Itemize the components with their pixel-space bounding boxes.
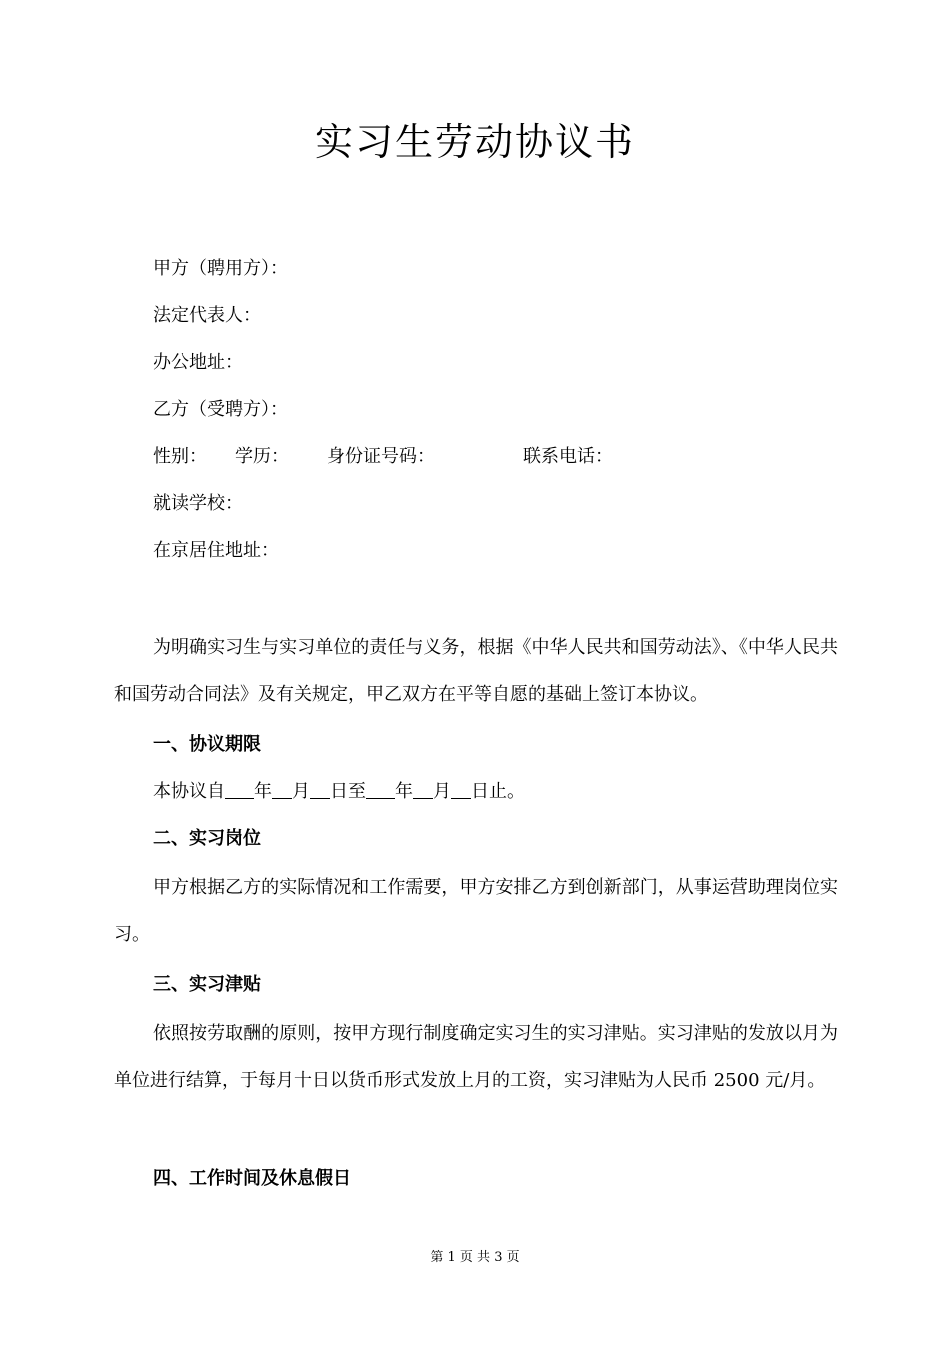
term-year-2: 年 [395,781,413,802]
education-label: 学历： [235,446,289,467]
term-day-end: 日止。 [471,781,525,802]
end-day-blank [451,780,471,799]
start-day-blank [310,780,330,799]
term-year-1: 年 [254,781,272,802]
school-label: 就读学校： [153,493,243,514]
page-footer: 第 1 页 共 3 页 [430,1250,520,1265]
section-1-heading: 一、协议期限 [153,734,261,755]
term-month-1: 月 [292,781,310,802]
start-month-blank [272,780,292,799]
beijing-address-label: 在京居住地址： [153,540,279,561]
phone-label: 联系电话： [523,446,613,467]
section-2-heading: 二、实习岗位 [153,828,261,849]
term-day-to: 日至 [330,781,366,802]
party-b-label: 乙方（受聘方）： [153,399,288,420]
end-month-blank [413,780,433,799]
section-3-body: 依照按劳取酬的原则，按甲方现行制度确定实习生的实习津贴。实习津贴的发放以月为单位进行结算，于每月十日以货币形式发放上月的工资，实习津贴为人民币 2500 元/月。 [114,1023,838,1091]
section-2-body: 甲方根据乙方的实际情况和工作需要，甲方安排乙方到创新部门，从事运营助理岗位实习。 [114,877,838,945]
id-number-label: 身份证号码： [327,446,435,467]
party-b-info-row [153,444,613,470]
term-month-2: 月 [433,781,451,802]
agreement-term-line [153,779,525,805]
section-4-heading: 四、工作时间及休息假日 [153,1168,351,1189]
office-address-label: 办公地址： [153,352,243,373]
gender-label: 性别： [153,446,207,467]
preamble-paragraph: 为明确实习生与实习单位的责任与义务，根据《中华人民共和国劳动法》、《中华人民共和国劳动合同法》及有关规定，甲乙双方在平等自愿的基础上签订本协议。 [114,637,838,705]
party-a-label: 甲方（聘用方）： [153,258,288,279]
start-year-blank [225,780,254,799]
term-text-start: 本协议自 [153,781,225,802]
section-3-heading: 三、实习津贴 [153,974,261,995]
end-year-blank [366,780,395,799]
document-title: 实习生劳动协议书 [314,120,635,164]
legal-rep-label: 法定代表人： [153,305,261,326]
